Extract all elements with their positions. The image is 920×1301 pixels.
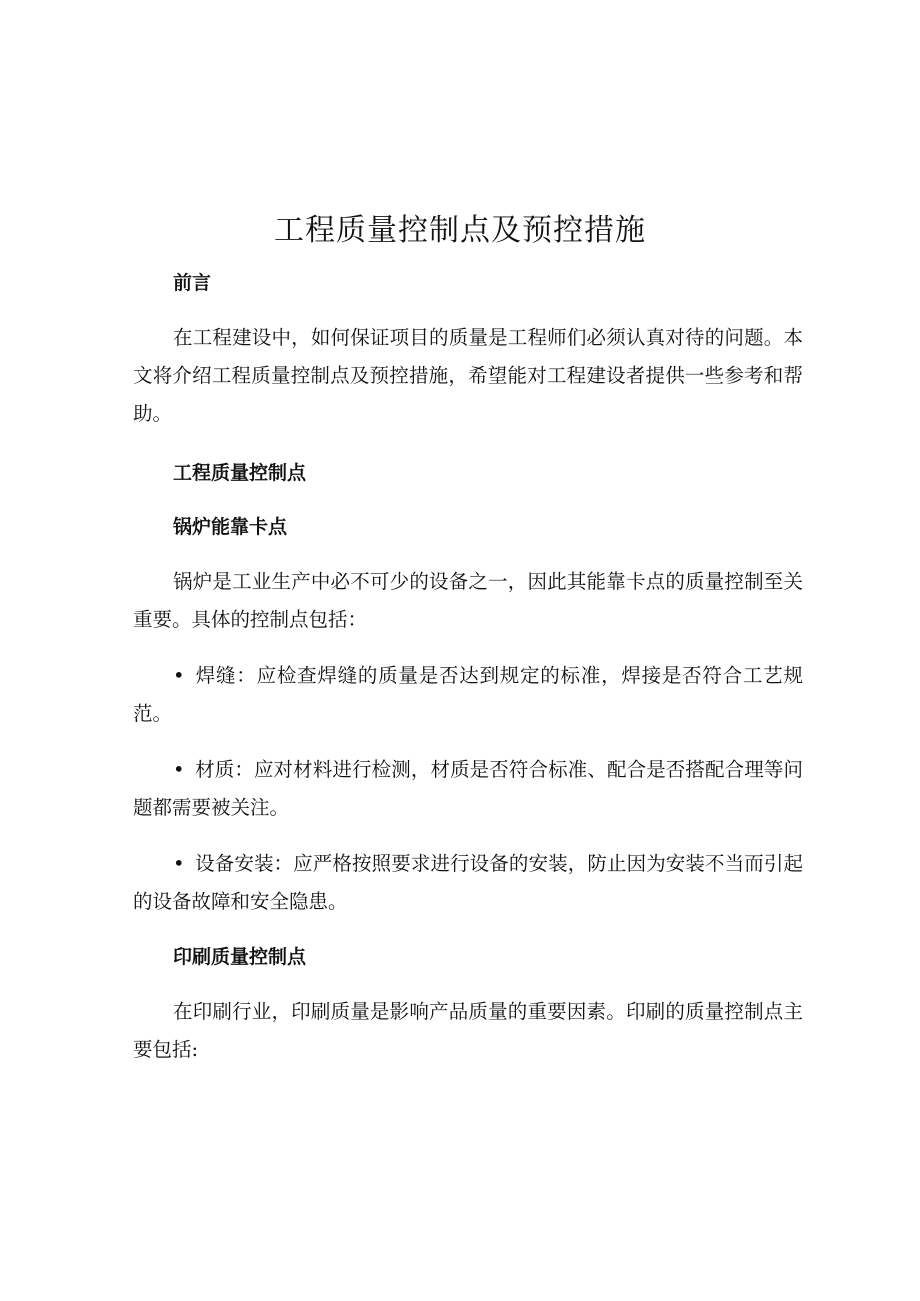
bullet-marker: •: [173, 664, 185, 687]
preface-heading: 前言: [173, 272, 212, 294]
bullet-text: 焊缝：应检查焊缝的质量是否达到规定的标准，焊接是否符合工艺规范。: [133, 664, 803, 725]
printing-intro-paragraph: 在印刷行业，印刷质量是影响产品质量的重要因素。印刷的质量控制点主要包括:: [133, 1000, 803, 1061]
preface-paragraph: 在工程建设中，如何保证项目的质量是工程师们必须认真对待的问题。本文将介绍工程质量控制点及预控措施，希望能对工程建设者提供一些参考和帮助。: [133, 326, 803, 425]
boiler-intro-paragraph: 锅炉是工业生产中必不可少的设备之一，因此其能靠卡点的质量控制至关重要。具体的控制点包括：: [133, 570, 803, 631]
bullet-item-material: [133, 751, 803, 827]
section-heading-quality-control-points: 工程质量控制点: [173, 462, 307, 484]
bullet-marker: •: [173, 758, 185, 781]
document-body: [133, 265, 803, 1069]
bullet-item-installation: [133, 845, 803, 921]
document-title: 工程质量控制点及预控措施: [274, 213, 646, 248]
bullet-text: 材质：应对材料进行检测，材质是否符合标准、配合是否搭配合理等问题都需要被关注。: [133, 758, 803, 819]
bullet-item-weld: [133, 657, 803, 733]
bullet-text: 设备安装：应严格按照要求进行设备的安装，防止因为安装不当而引起的设备故障和安全隐患。: [133, 852, 803, 913]
subsection-heading-printing: 印刷质量控制点: [173, 946, 307, 968]
bullet-marker: •: [173, 852, 185, 875]
subsection-heading-boiler: 锅炉能靠卡点: [173, 516, 288, 538]
